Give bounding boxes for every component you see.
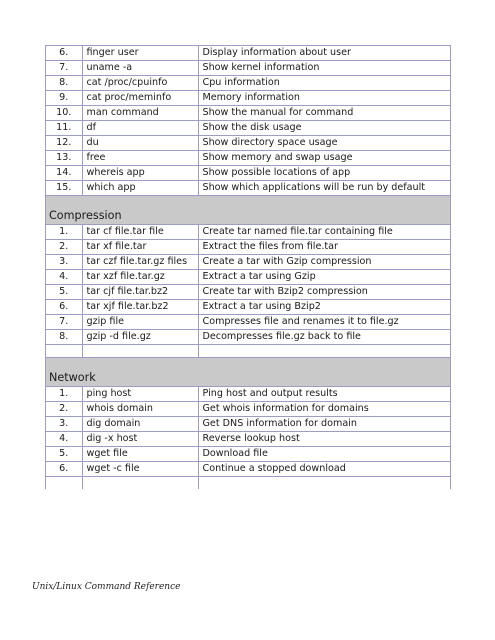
command-cell: whois domain	[82, 402, 198, 417]
description-cell: Reverse lookup host	[198, 432, 450, 447]
page-footer: Unix/Linux Command Reference	[32, 582, 181, 592]
section-title: Compression	[46, 196, 450, 225]
description-cell: Extract a tar using Bzip2	[198, 300, 450, 315]
command-cell: tar xzf file.tar.gz	[82, 270, 198, 285]
description-cell: Cpu information	[198, 76, 450, 91]
row-number: 3.	[46, 417, 82, 432]
description-cell: Show which applications will be run by default	[198, 181, 450, 196]
section-header-compression	[46, 196, 450, 225]
table-row	[46, 240, 450, 255]
description-cell: Compresses file and renames it to file.gz	[198, 315, 450, 330]
table-row	[46, 330, 450, 345]
command-table-body	[46, 46, 450, 490]
empty-row	[46, 345, 450, 358]
row-number: 1.	[46, 387, 82, 402]
row-number: 1.	[46, 225, 82, 240]
row-number: 7.	[46, 61, 82, 76]
description-cell: Create tar named file.tar containing file	[198, 225, 450, 240]
row-number: 9.	[46, 91, 82, 106]
table-row	[46, 417, 450, 432]
table-row	[46, 255, 450, 270]
description-cell: Show kernel information	[198, 61, 450, 76]
table-row	[46, 106, 450, 121]
command-cell: dig -x host	[82, 432, 198, 447]
command-cell: tar xf file.tar	[82, 240, 198, 255]
command-cell: uname -a	[82, 61, 198, 76]
table-row	[46, 432, 450, 447]
row-number: 6.	[46, 462, 82, 477]
description-cell: Show the disk usage	[198, 121, 450, 136]
row-number: 6.	[46, 300, 82, 315]
command-cell: whereis app	[82, 166, 198, 181]
command-cell: gzip file	[82, 315, 198, 330]
table-row	[46, 462, 450, 477]
table-row	[46, 136, 450, 151]
row-number: 15.	[46, 181, 82, 196]
section-title: Network	[46, 358, 450, 387]
row-number: 11.	[46, 121, 82, 136]
section-header-network	[46, 358, 450, 387]
description-cell: Show possible locations of app	[198, 166, 450, 181]
command-cell: free	[82, 151, 198, 166]
description-cell: Create a tar with Gzip compression	[198, 255, 450, 270]
row-number: 8.	[46, 330, 82, 345]
table-row	[46, 151, 450, 166]
row-number: 3.	[46, 255, 82, 270]
table-row	[46, 447, 450, 462]
command-cell: finger user	[82, 46, 198, 61]
description-cell: Create tar with Bzip2 compression	[198, 285, 450, 300]
description-cell: Decompresses file.gz back to file	[198, 330, 450, 345]
row-number: 4.	[46, 432, 82, 447]
table-row	[46, 46, 450, 61]
description-cell: Ping host and output results	[198, 387, 450, 402]
table-row	[46, 61, 450, 76]
row-number: 6.	[46, 46, 82, 61]
table-row	[46, 402, 450, 417]
command-cell: man command	[82, 106, 198, 121]
row-number: 5.	[46, 447, 82, 462]
table-row	[46, 315, 450, 330]
empty-row	[46, 477, 450, 490]
table-row	[46, 166, 450, 181]
command-cell: df	[82, 121, 198, 136]
table-row	[46, 387, 450, 402]
row-number: 4.	[46, 270, 82, 285]
table-row	[46, 121, 450, 136]
command-cell: wget -c file	[82, 462, 198, 477]
command-cell: dig domain	[82, 417, 198, 432]
row-number: 12.	[46, 136, 82, 151]
command-cell: du	[82, 136, 198, 151]
description-cell: Show directory space usage	[198, 136, 450, 151]
description-cell: Get DNS information for domain	[198, 417, 450, 432]
table-row	[46, 181, 450, 196]
command-cell: tar cjf file.tar.bz2	[82, 285, 198, 300]
table-row	[46, 91, 450, 106]
description-cell: Extract the files from file.tar	[198, 240, 450, 255]
description-cell: Extract a tar using Gzip	[198, 270, 450, 285]
table-row	[46, 300, 450, 315]
row-number: 8.	[46, 76, 82, 91]
row-number: 2.	[46, 240, 82, 255]
description-cell: Show memory and swap usage	[198, 151, 450, 166]
command-cell: which app	[82, 181, 198, 196]
command-cell: ping host	[82, 387, 198, 402]
description-cell: Memory information	[198, 91, 450, 106]
command-cell: gzip -d file.gz	[82, 330, 198, 345]
row-number: 7.	[46, 315, 82, 330]
table-row	[46, 285, 450, 300]
command-cell: cat proc/meminfo	[82, 91, 198, 106]
command-cell: cat /proc/cpuinfo	[82, 76, 198, 91]
row-number: 14.	[46, 166, 82, 181]
command-table	[46, 45, 450, 489]
table-row	[46, 76, 450, 91]
description-cell: Show the manual for command	[198, 106, 450, 121]
command-cell: tar xjf file.tar.bz2	[82, 300, 198, 315]
command-cell: tar cf file.tar file	[82, 225, 198, 240]
row-number: 10.	[46, 106, 82, 121]
description-cell: Download file	[198, 447, 450, 462]
description-cell: Get whois information for domains	[198, 402, 450, 417]
row-number: 5.	[46, 285, 82, 300]
description-cell: Continue a stopped download	[198, 462, 450, 477]
command-reference-sheet	[45, 45, 451, 489]
command-cell: tar czf file.tar.gz files	[82, 255, 198, 270]
command-cell: wget file	[82, 447, 198, 462]
table-row	[46, 225, 450, 240]
row-number: 2.	[46, 402, 82, 417]
table-row	[46, 270, 450, 285]
description-cell: Display information about user	[198, 46, 450, 61]
row-number: 13.	[46, 151, 82, 166]
